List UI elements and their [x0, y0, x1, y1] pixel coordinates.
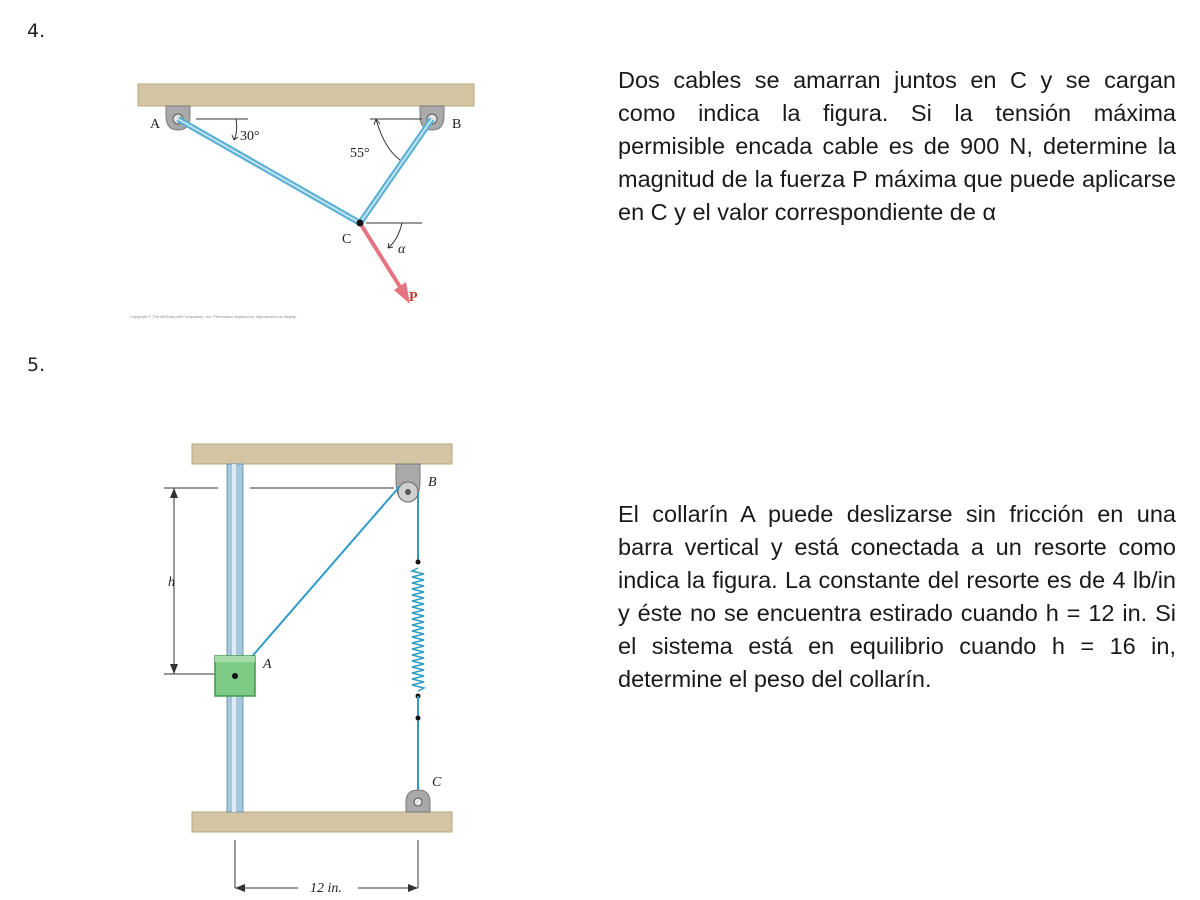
ceiling-beam [138, 84, 474, 106]
label-b: B [428, 475, 437, 490]
label-b: B [452, 117, 462, 132]
label-angle-30: 30° [240, 129, 260, 144]
label-a: A [263, 657, 272, 672]
cable-bc-core [360, 119, 432, 223]
angle-arc-55 [376, 119, 400, 160]
pulley-b-icon [396, 464, 420, 502]
support-c-icon [406, 790, 430, 812]
problem-4-number: 4. [27, 20, 46, 42]
problem-5-number: 5. [27, 354, 46, 376]
label-h: h [168, 575, 175, 590]
spring-icon [412, 568, 424, 691]
label-p: P [409, 290, 418, 305]
angle-arc-30 [234, 119, 237, 140]
problem-5-text: El collarín A puede deslizarse sin fricción en una barra vertical y está conectada a un resorte como indica la figura. La constante del resorte es de 4 lb/in y éste no se encuentra estirado cuando h = 12 in. Si el sistema está en equilibrio cuando h = 16 in, determine el peso del collarín. [618, 501, 1176, 692]
label-c: C [432, 775, 442, 790]
top-beam [192, 444, 452, 464]
label-12in: 12 in. [310, 881, 342, 896]
cable-ac-core [178, 119, 360, 223]
force-p-arrow [360, 223, 402, 290]
problem-4-figure [130, 78, 490, 338]
problem-5-figure [150, 440, 470, 900]
bottom-beam [192, 812, 452, 832]
label-alpha: α [398, 242, 406, 257]
copyright-note: Copyright © The McGraw-Hill Companies, Inc. Permission required for reproduction or display. [130, 314, 297, 319]
label-c: C [342, 232, 352, 247]
label-angle-55: 55° [350, 146, 370, 161]
joint-c [357, 220, 364, 227]
cable-a-b [235, 486, 400, 676]
problem-4-text: Dos cables se amarran juntos en C y se cargan como indica la figura. Si la tensión máxima permisible encada cable es de 900 N, determine la magnitud de la fuerza P máxima que puede aplicarse en C y el valor correspondiente de α [618, 67, 1176, 225]
label-a: A [150, 117, 161, 132]
